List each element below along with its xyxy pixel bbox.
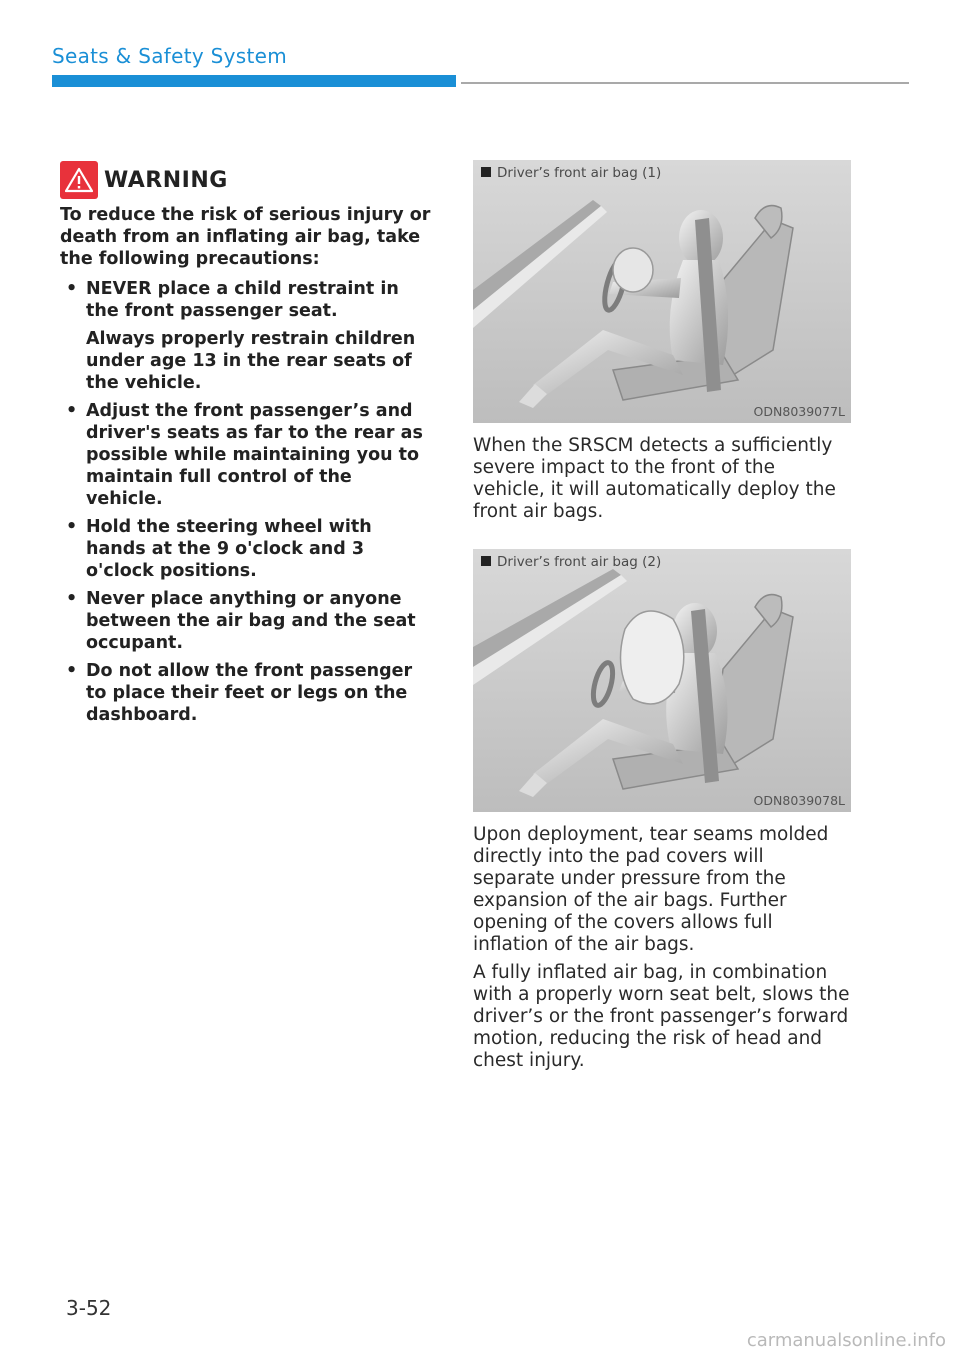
warning-item-text: Hold the steering wheel with hands at the 9 o'clock and 3 o'clock positions. [86, 517, 372, 581]
driver-airbag-illustration [473, 160, 851, 423]
paragraph-2: Upon deployment, tear seams molded directly into the pad covers will separate under pressure from the expansion of the air bags. Further opening of the covers allows full inflation of the air bags. [473, 824, 829, 955]
warning-item [60, 660, 432, 726]
right-column [473, 160, 851, 1072]
warning-item-text: Do not allow the front passenger to place their feet or legs on the dashboard. [86, 661, 413, 725]
watermark: carmanualsonline.info [746, 1330, 946, 1351]
warning-triangle-icon [60, 161, 98, 199]
warning-item [60, 278, 432, 394]
warning-item-text: Adjust the front passenger’s and driver's seats as far to the rear as possible while maintaining you to maintain full control of the vehicle. [86, 401, 423, 509]
figure-airbag-1 [473, 160, 851, 423]
header-rule-blue [52, 75, 456, 87]
warning-intro: To reduce the risk of serious injury or death from an inflating air bag, take the following precautions: [60, 205, 431, 269]
square-bullet-icon [481, 167, 491, 177]
header-rule-gray [461, 82, 909, 84]
paragraph-1: When the SRSCM detects a sufficiently severe impact to the front of the vehicle, it will automatically deploy the front air bags. [473, 435, 836, 522]
page-number: 3-52 [66, 1296, 112, 1320]
warning-item-text: NEVER place a child restraint in the front passenger seat. [86, 279, 399, 321]
bullet-icon: • [66, 517, 78, 537]
warning-item-subtext: Always properly restrain children under age 13 in the rear seats of the vehicle. [86, 329, 416, 393]
warning-header [60, 160, 432, 200]
figure-label: Driver’s front air bag (1) [481, 165, 661, 181]
figure-code: ODN8039078L [753, 793, 845, 808]
figure-code: ODN8039077L [753, 404, 845, 419]
paragraph-3: A fully inflated air bag, in combination with a properly worn seat belt, slows the driver’s or the front passenger’s forward motion, reducing the risk of head and chest injury. [473, 962, 850, 1071]
bullet-icon: • [66, 401, 78, 421]
warning-item [60, 516, 432, 582]
driver-airbag-deployed-illustration [473, 549, 851, 812]
header-section-title: Seats & Safety System [52, 44, 288, 68]
figure-label: Driver’s front air bag (2) [481, 554, 661, 570]
square-bullet-icon [481, 556, 491, 566]
warning-item-text: Never place anything or anyone between the air bag and the seat occupant. [86, 589, 416, 653]
figure-airbag-2 [473, 549, 851, 812]
warning-section [60, 160, 432, 732]
warning-list [60, 278, 432, 726]
warning-item [60, 588, 432, 654]
bullet-icon: • [66, 661, 78, 681]
bullet-icon: • [66, 589, 78, 609]
warning-title: WARNING [104, 167, 228, 193]
warning-item [60, 400, 432, 510]
bullet-icon: • [66, 279, 78, 299]
